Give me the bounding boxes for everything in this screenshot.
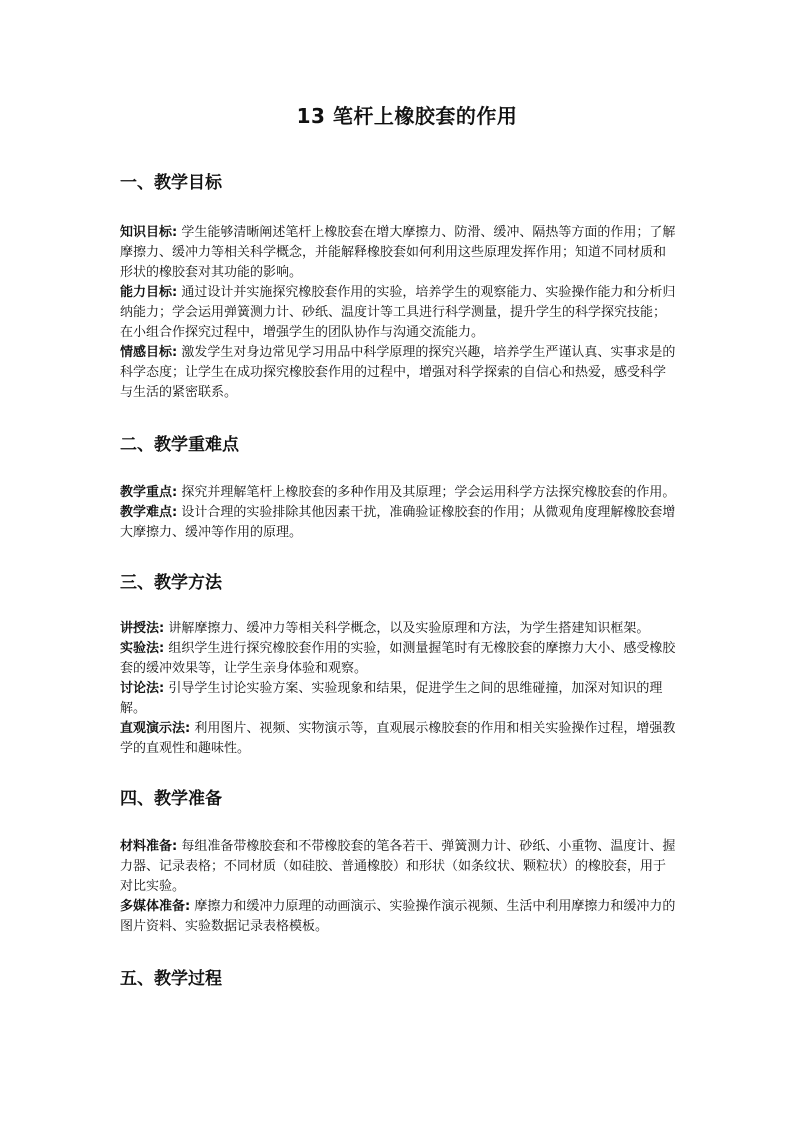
paragraph-ability-goal <box>120 283 678 343</box>
section-heading-key-difficult-points: 二、教学重难点 <box>120 435 239 455</box>
paragraph-key-point <box>120 483 678 503</box>
paragraph-text: 利用图片、视频、实物演示等，直观展示橡胶套的作用和相关实验操作过程，增强教学的直观性和趣味性。 <box>120 721 676 756</box>
paragraph-label: 知识目标: <box>120 225 178 240</box>
paragraph-label: 讲授法: <box>120 621 165 636</box>
paragraph-text: 讲解摩擦力、缓冲力等相关科学概念，以及实验原理和方法，为学生搭建知识框架。 <box>164 621 650 636</box>
paragraph-knowledge-goal <box>120 223 678 283</box>
paragraph-label: 多媒体准备: <box>120 899 191 914</box>
paragraph-label: 情感目标: <box>120 345 178 360</box>
paragraph-emotion-goal <box>120 343 678 403</box>
section-heading-teaching-preparation: 四、教学准备 <box>120 789 222 809</box>
paragraph-lecture-method <box>120 619 678 639</box>
section-heading-teaching-goals: 一、教学目标 <box>120 173 222 193</box>
paragraph-text: 设计合理的实验排除其他因素干扰，准确验证橡胶套的作用；从微观角度理解橡胶套增大摩擦力、缓冲等作用的原理。 <box>120 505 676 540</box>
paragraph-label: 教学重点: <box>120 485 178 500</box>
paragraph-multimedia-preparation <box>120 897 678 937</box>
paragraph-text: 引导学生讨论实验方案、实验现象和结果，促进学生之间的思维碰撞，加深对知识的理解。 <box>120 681 663 716</box>
paragraph-difficult-point <box>120 503 678 543</box>
document-title: 13 笔杆上橡胶套的作用 <box>296 104 518 128</box>
paragraph-label: 实验法: <box>120 641 165 656</box>
paragraph-material-preparation <box>120 837 678 897</box>
paragraph-text: 组织学生进行探究橡胶套作用的实验，如测量握笔时有无橡胶套的摩擦力大小、感受橡胶套的缓冲效果等，让学生亲身体验和观察。 <box>120 641 676 676</box>
paragraph-text: 摩擦力和缓冲力原理的动画演示、实验操作演示视频、生活中利用摩擦力和缓冲力的图片资料、实验数据记录表格模板。 <box>120 899 676 934</box>
paragraph-demonstration-method <box>120 719 678 759</box>
document-page <box>120 100 678 991</box>
paragraph-label: 讨论法: <box>120 681 165 696</box>
paragraph-label: 材料准备: <box>120 839 178 854</box>
paragraph-text: 学生能够清晰阐述笔杆上橡胶套在增大摩擦力、防滑、缓冲、隔热等方面的作用；了解摩擦力、缓冲力等相关科学概念，并能解释橡胶套如何利用这些原理发挥作用；知道不同材质和形状的橡胶套对其功能的影响。 <box>120 225 676 280</box>
section-heading-teaching-methods: 三、教学方法 <box>120 573 222 593</box>
paragraph-experiment-method <box>120 639 678 679</box>
paragraph-label: 直观演示法: <box>120 721 191 736</box>
section-heading-teaching-process: 五、教学过程 <box>120 969 222 989</box>
paragraph-text: 探究并理解笔杆上橡胶套的多种作用及其原理；学会运用科学方法探究橡胶套的作用。 <box>177 485 676 500</box>
paragraph-label: 能力目标: <box>120 285 178 300</box>
paragraph-discussion-method <box>120 679 678 719</box>
paragraph-text: 通过设计并实施探究橡胶套作用的实验，培养学生的观察能力、实验操作能力和分析归纳能力；学会运用弹簧测力计、砂纸、温度计等工具进行科学测量，提升学生的科学探究技能；在小组合作探究过程中，增强学生的团队协作与沟通交流能力。 <box>120 285 676 340</box>
paragraph-text: 每组准备带橡胶套和不带橡胶套的笔各若干、弹簧测力计、砂纸、小重物、温度计、握力器、记录表格；不同材质（如硅胶、普通橡胶）和形状（如条纹状、颗粒状）的橡胶套，用于对比实验。 <box>120 839 676 894</box>
paragraph-text: 激发学生对身边常见学习用品中科学原理的探究兴趣，培养学生严谨认真、实事求是的科学态度；让学生在成功探究橡胶套作用的过程中，增强对科学探索的自信心和热爱，感受科学与生活的紧密联系。 <box>120 345 676 400</box>
paragraph-label: 教学难点: <box>120 505 178 520</box>
